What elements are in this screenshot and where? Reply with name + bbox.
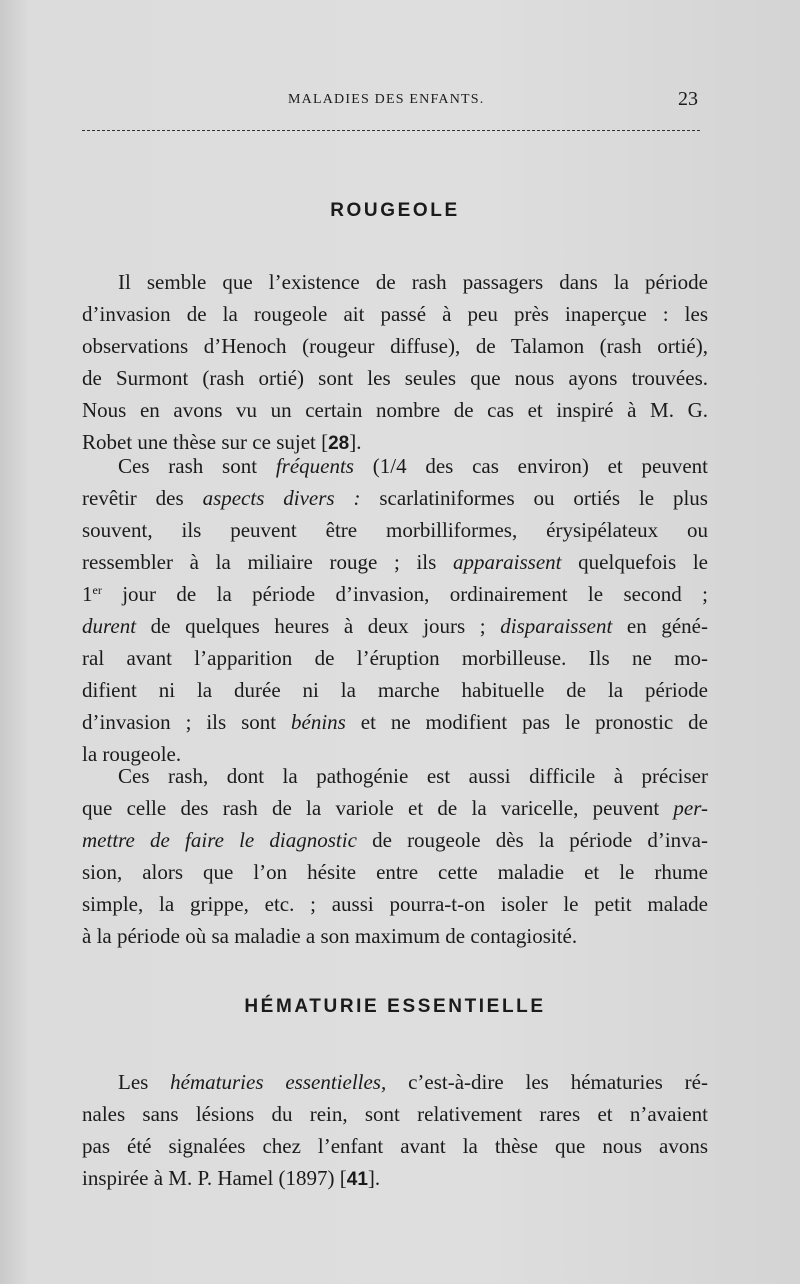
text-line bbox=[82, 792, 708, 824]
page-number: 23 bbox=[678, 88, 698, 110]
paragraph-rougeole-2 bbox=[82, 450, 708, 770]
paragraph-hematurie-1 bbox=[82, 1066, 708, 1196]
text-run: 1 bbox=[82, 582, 93, 606]
text-run: et ne modifient pas le pronostic de bbox=[345, 710, 708, 734]
emphasis: bénins bbox=[291, 710, 346, 734]
text-run: quelquefois le bbox=[561, 550, 708, 574]
text-line: sion, alors que l’on hésite entre cette maladie et le rhume bbox=[82, 860, 708, 884]
running-title: MALADIES DES ENFANTS. bbox=[288, 92, 485, 107]
text-line: d’invasion de la rougeole ait passé à peu près inaperçue : les bbox=[82, 302, 708, 326]
text-line bbox=[82, 824, 708, 856]
text-line bbox=[82, 1162, 708, 1196]
text-run: de rougeole dès la période d’inva- bbox=[356, 828, 708, 852]
reference-number: 41 bbox=[346, 1169, 368, 1190]
text-run: d’invasion ; ils sont bbox=[82, 710, 291, 734]
superscript: er bbox=[92, 583, 102, 597]
text-line: souvent, ils peuvent être morbilliformes, érysipélateux ou bbox=[82, 518, 708, 542]
text-line: ral avant l’apparition de l’éruption morbilleuse. Ils ne mo- bbox=[82, 646, 708, 670]
section-title-rougeole: ROUGEOLE bbox=[330, 200, 460, 221]
text-run: de quelques heures à deux jours ; bbox=[136, 614, 501, 638]
text-line bbox=[82, 450, 708, 482]
text-run: inspirée à M. P. Hamel (1897) [ bbox=[82, 1166, 347, 1190]
text-run: (1/4 des cas environ) et peuvent bbox=[353, 454, 708, 478]
paragraph-rougeole-3 bbox=[82, 760, 708, 952]
text-line bbox=[82, 706, 708, 738]
text-run: Robet une thèse sur ce sujet [ bbox=[82, 430, 329, 454]
text-line: à la période où sa maladie a son maximum de contagiosité. bbox=[82, 924, 578, 948]
section-title-hematurie: HÉMATURIE ESSENTIELLE bbox=[244, 996, 546, 1017]
text-line: Il semble que l’existence de rash passagers dans la période bbox=[118, 270, 708, 294]
text-run: en géné- bbox=[612, 614, 708, 638]
text-line: la rougeole. bbox=[82, 742, 182, 766]
reference-number: 28 bbox=[328, 433, 350, 454]
text-line bbox=[82, 578, 708, 610]
closing-bracket: ]. bbox=[349, 430, 362, 454]
header-rule bbox=[82, 130, 700, 131]
text-run: ressembler à la miliaire rouge ; ils bbox=[82, 550, 453, 574]
text-line bbox=[82, 546, 708, 578]
emphasis: apparaissent bbox=[452, 550, 562, 574]
text-line bbox=[82, 482, 708, 514]
text-line: nales sans lésions du rein, sont relativement rares et n’avaient bbox=[82, 1102, 708, 1126]
emphasis: per- bbox=[673, 796, 708, 820]
emphasis: aspects divers : bbox=[202, 486, 361, 510]
text-run: jour de la période d’invasion, ordinairement le second ; bbox=[101, 582, 708, 606]
text-line bbox=[82, 610, 708, 642]
emphasis: durent bbox=[82, 614, 137, 638]
text-run: que celle des rash de la variole et de la varicelle, peuvent bbox=[82, 796, 674, 820]
text-run: revêtir des bbox=[82, 486, 203, 510]
text-line: difient ni la durée ni la marche habituelle de la période bbox=[82, 678, 708, 702]
emphasis: disparaissent bbox=[500, 614, 613, 638]
text-line bbox=[82, 1066, 708, 1098]
text-line: simple, la grippe, etc. ; aussi pourra-t-on isoler le petit malade bbox=[82, 892, 708, 916]
closing-bracket: ]. bbox=[367, 1166, 381, 1190]
text-run: Les bbox=[118, 1070, 171, 1094]
text-line: Ces rash, dont la pathogénie est aussi difficile à préciser bbox=[118, 764, 708, 788]
text-run: c’est-à-dire les hématuries ré- bbox=[386, 1070, 708, 1094]
text-line: pas été signalées chez l’enfant avant la thèse que nous avons bbox=[82, 1134, 708, 1158]
text-run: scarlatiniformes ou ortiés le plus bbox=[360, 486, 708, 510]
paragraph-rougeole-1 bbox=[82, 266, 708, 460]
emphasis: fréquents bbox=[275, 454, 354, 478]
emphasis: mettre de faire le diagnostic bbox=[82, 828, 357, 852]
text-line: observations d’Henoch (rougeur diffuse), de Talamon (rash ortié), bbox=[82, 334, 708, 358]
text-line: Nous en avons vu un certain nombre de cas et inspiré à M. G. bbox=[82, 398, 708, 422]
page-header bbox=[82, 88, 708, 114]
emphasis: hématuries essentielles, bbox=[170, 1070, 387, 1094]
text-line: de Surmont (rash ortié) sont les seules que nous ayons trouvées. bbox=[82, 366, 708, 390]
text-run: Ces rash sont bbox=[118, 454, 276, 478]
